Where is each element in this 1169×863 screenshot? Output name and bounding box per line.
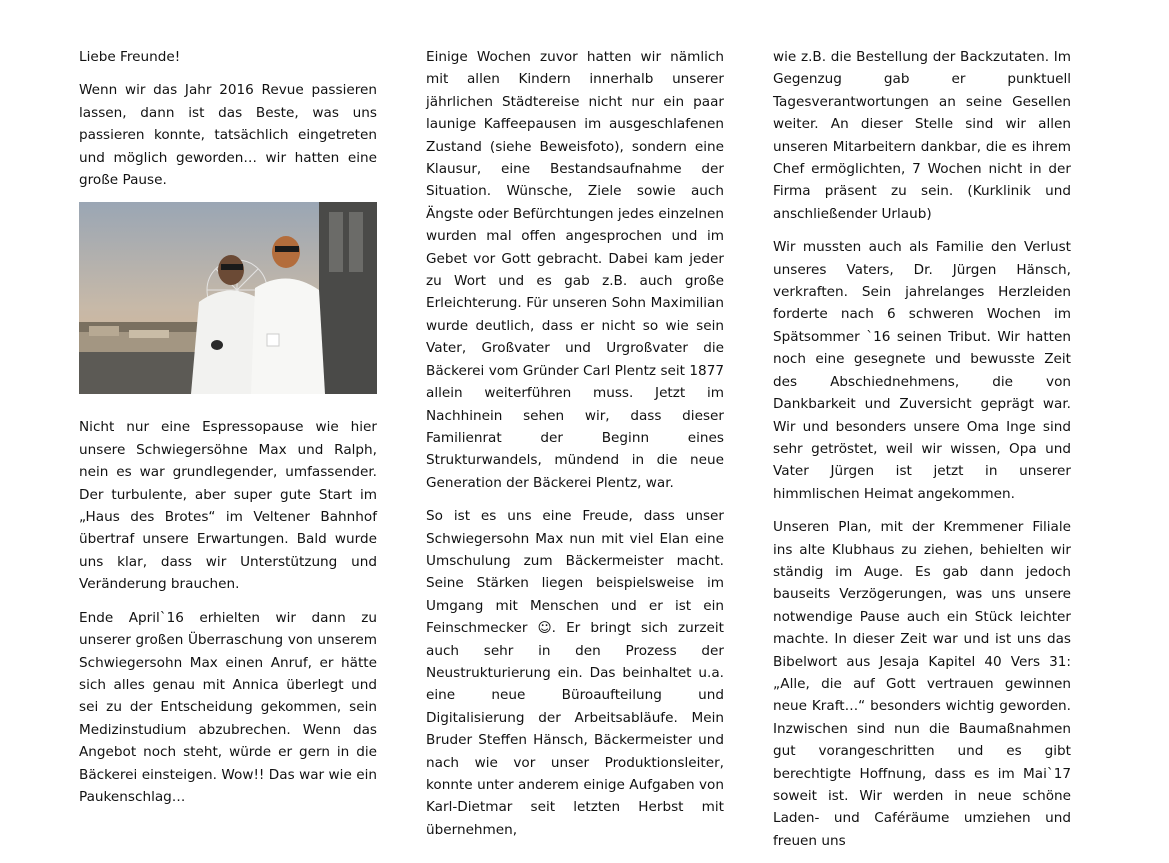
column-3 xyxy=(773,46,1071,863)
column-1 xyxy=(79,46,377,819)
paragraph-father: Wir mussten auch als Familie den Verlust unseres Vaters, Dr. Jürgen Hänsch, verkraften. Sein jahrelanges Herzleiden forderte nach 6 schweren Wochen im Spätsommer `16 seinen Tribut. Wir hatten noch eine gesegnete und bewusste Zeit des Abschiednehmens, die von Dankbarkeit und Zuversicht geprägt war. Wir und besonders unsere Oma Inge sind sehr getröstet, weil wir wissen, Opa und Vater Jürgen ist jetzt in unserer himmlischen Heimat angekommen. xyxy=(773,239,1071,502)
paragraph-april: Ende April`16 erhielten wir dann zu unserer großen Überraschung von unserem Schwiegersohn Max einen Anruf, er hätte sich alles genau mit Annica überlegt und sei zu der Entscheidung gekommen, sein Medizinstudium abzubrechen. Wenn das Angebot noch steht, würde er gern in die Bäckerei einsteigen. Wow!! Das war wie ein Paukenschlag… xyxy=(79,609,377,805)
photo-espresso-break xyxy=(79,202,377,394)
greeting: Liebe Freunde! xyxy=(79,49,181,65)
paragraph-city-trip: Einige Wochen zuvor hatten wir nämlich mit allen Kindern innerhalb unserer jährlichen Städtereise nicht nur ein paar launige Kaffeepausen im ausgeschlafenen Zustand (siehe Beweisfoto), sondern eine Klausur, eine Bestandsaufnahme der Situation. Wünsche, Ziele sowie auch Ängste oder Befürchtungen jedes einzelnen wurden mal offen angesprochen und im Gebet vor Gott gebracht. Dabei kam jeder zu Wort und es gab z.B. auch große Erleichterung. Für unseren Sohn Maximilian wurde deutlich, dass er nicht so wie sein Vater, Großvater und Urgroßvater die Bäckerei vom Gründer Carl Plentz seit 1877 allein weiterführen muss. Jetzt im Nachhinein sehen wir, dass dieser Familienrat der Beginn eines Strukturwandels, mündend in die neue Generation der Bäckerei Plentz, war. xyxy=(426,49,724,491)
paragraph-intro: Wenn wir das Jahr 2016 Revue passieren lassen, dann ist das Beste, was uns passieren konnte, tatsächlich eingetreten und möglich geworden… wir hatten eine große Pause. xyxy=(79,82,377,189)
paragraph-espresso: Nicht nur eine Espressopause wie hier unsere Schwiegersöhne Max und Ralph, nein es war grundlegender, umfassender. Der turbulente, aber super gute Start im „Haus des Brotes“ im Veltener Bahnhof übertraf unsere Erwartungen. Bald wurde uns klar, dass wir Unterstützung und Veränderung brauchen. xyxy=(79,419,377,593)
paragraph-backzutaten: wie z.B. die Bestellung der Backzutaten. Im Gegenzug gab er punktuell Tagesverantwortungen an seine Gesellen weiter. An dieser Stelle sind wir allen unseren Mitarbeitern dankbar, die es ihrem Chef ermöglichten, 7 Wochen nicht in der Firma präsent zu sein. (Kurklinik und anschließender Urlaub) xyxy=(773,49,1071,222)
paragraph-kremmen: Unseren Plan, mit der Kremmener Filiale ins alte Klubhaus zu ziehen, behielten wir ständig im Auge. Es gab dann jedoch bauseits Verzögerungen, was uns unsere notwendige Pause auch ein Stück leichter machte. In dieser Zeit war und ist uns das Bibelwort aus Jesaja Kapitel 40 Vers 31: „Alle, die auf Gott vertrauen gewinnen neue Kraft…“ besonders wichtig geworden. Inzwischen sind nun die Baumaßnahmen gut vorangeschritten und es gibt berechtigte Hoffnung, dass es im Mai`17 soweit ist. Wir werden in neue schöne Laden- und Caféräume umziehen und freuen uns xyxy=(773,519,1071,849)
column-2 xyxy=(426,46,724,852)
paragraph-max: So ist es uns eine Freude, dass unser Schwiegersohn Max nun mit viel Elan eine Umschulung zum Bäckermeister macht. Seine Stärken liegen beispielsweise im Umgang mit Menschen und er ist ein Feinschmecker ☺. Er bringt sich zurzeit auch sehr in den Prozess der Neustrukturierung ein. Das beinhaltet u.a. eine neue Büroaufteilung und Digitalisierung der Arbeitsabläufe. Mein Bruder Steffen Hänsch, Bäckermeister und nach wie vor unser Produktionsleiter, konnte unter anderem einige Aufgaben von Karl-Dietmar seit letzten Herbst mit übernehmen, xyxy=(426,508,724,838)
